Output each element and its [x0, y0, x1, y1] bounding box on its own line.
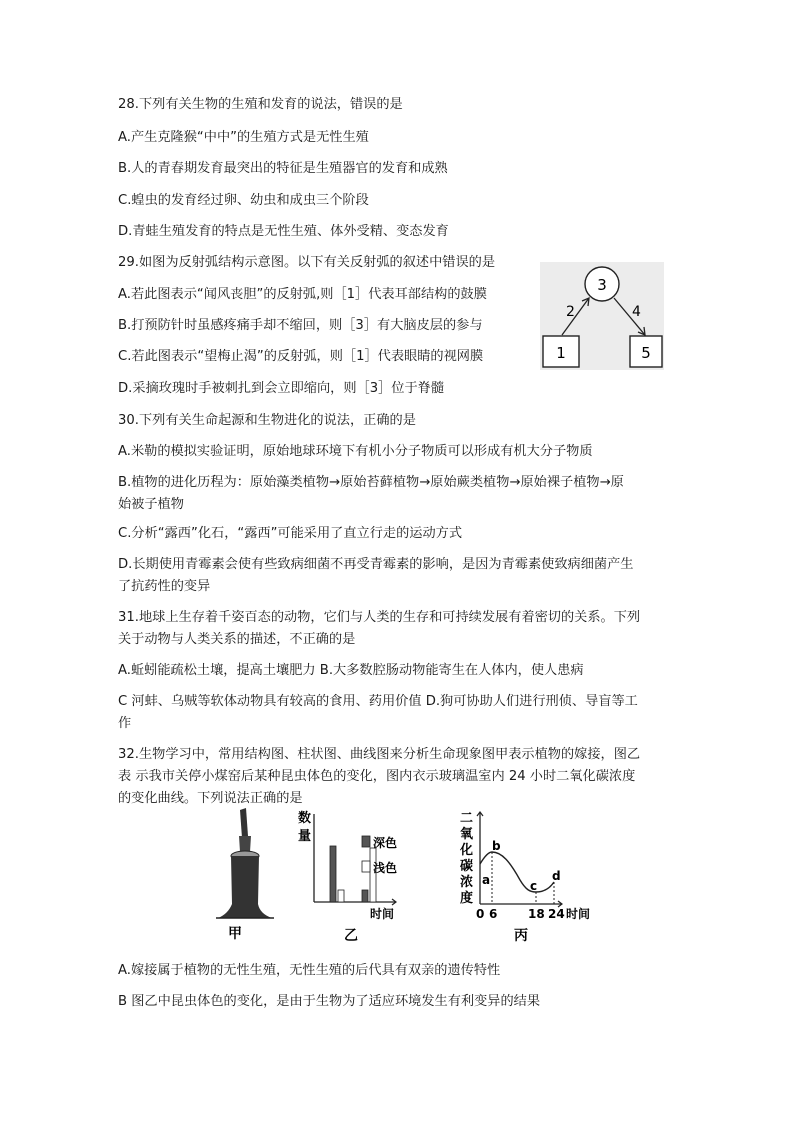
point-a-label: a — [482, 873, 491, 887]
q32-option-b: B 图乙中昆虫体色的变化，是由于生物为了适应环境发生有利变异的结果 — [118, 994, 541, 1009]
q32-option-a: A.嫁接属于植物的无性生殖，无性生殖的后代具有双亲的遗传特性 — [118, 963, 501, 978]
bing-ylabel-char: 浓 — [460, 875, 474, 890]
bing-ylabel-char: 氧 — [460, 827, 474, 842]
q28-option-b: B.人的青春期发育最突出的特征是生殖器官的发育和成熟 — [118, 161, 448, 176]
q30-option-d-line2: 了抗药性的变异 — [118, 579, 211, 594]
legend-light-label: 浅色 — [373, 861, 398, 875]
scion-icon — [240, 808, 248, 838]
legend-dark-label: 深色 — [373, 836, 398, 850]
q30-option-a: A.米勒的模拟实验证明，原始地球环境下有机小分子物质可以形成有机大分子物质 — [118, 444, 593, 459]
bar-period1-light — [338, 890, 344, 902]
yi-ylabel-1: 数 — [298, 811, 312, 826]
co2-curve-line — [480, 852, 554, 892]
bing-ylabel-char: 碳 — [460, 859, 474, 874]
grafting-figure — [216, 808, 274, 942]
q32-stem-line3: 的变化曲线。下列说法正确的是 — [118, 791, 303, 806]
q28-option-a: A.产生克隆猴“中中”的生殖方式是无性生殖 — [118, 130, 369, 145]
figure-bing-label: 丙 — [514, 928, 528, 944]
q28-stem: 28.下列有关生物的生殖和发育的说法，错误的是 — [118, 97, 403, 112]
point-d-label: d — [552, 869, 561, 883]
node-1-label: 1 — [556, 344, 566, 362]
arrow-2-label: 2 — [566, 304, 575, 320]
bing-ylabel-char: 化 — [460, 843, 474, 858]
q32-stem-line1: 32.生物学习中，常用结构图、柱状图、曲线图来分析生命现象图甲表示植物的嫁接，图乙 — [118, 747, 641, 762]
co2-curve-bing — [459, 811, 590, 944]
tick-18: 18 — [528, 907, 545, 921]
q30-option-b-line1: B.植物的进化历程为：原始藻类植物→原始苔藓植物→原始蕨类植物→原始裸子植物→原 — [118, 475, 624, 490]
figure-yi-label: 乙 — [344, 928, 358, 944]
q29-option-a: A.若此图表示“闻风丧胆”的反射弧,则［1］代表耳部结构的鼓膜 — [118, 287, 487, 302]
graft-joint-icon — [239, 836, 251, 852]
node-5-label: 5 — [641, 344, 651, 362]
legend-light-swatch — [362, 861, 370, 872]
tick-24: 24 — [548, 907, 565, 921]
point-b-label: b — [492, 839, 501, 853]
q30-option-c: C.分析“露西”化石，“露西”可能采用了直立行走的运动方式 — [118, 526, 463, 541]
tick-6: 6 — [489, 907, 498, 921]
q31-stem-line1: 31.地球上生存着千姿百态的动物，它们与人类的生存和可持续发展有着密切的关系。下列 — [118, 610, 641, 625]
bar-chart-yi — [298, 810, 397, 944]
q31-options-cd-line1: C 河蚌、乌贼等软体动物具有较高的食用、药用价值 D.狗可协助人们进行刑侦、导盲等工 — [118, 694, 638, 709]
q29-option-d: D.采摘玫瑰时手被刺扎到会立即缩向，则［3］位于脊髓 — [118, 381, 445, 396]
q29-stem: 29.如图为反射弧结构示意图。以下有关反射弧的叙述中错误的是 — [118, 255, 496, 270]
bing-xlabel: 时间 — [566, 907, 591, 921]
q32-stem-line2: 表 示我市关停小煤窑后某种昆虫体色的变化，图内衣示玻璃温室内 24 小时二氧化碳浓度 — [118, 769, 636, 784]
yi-ylabel-2: 量 — [298, 829, 312, 844]
bing-ylabel-char: 度 — [460, 891, 474, 906]
tick-0: 0 — [476, 907, 485, 921]
node-3-label: 3 — [597, 276, 607, 294]
point-c-label: c — [530, 879, 538, 893]
q31-stem-line2: 关于动物与人类关系的描述，不正确的是 — [118, 632, 356, 647]
arrow-4-label: 4 — [632, 304, 641, 320]
q30-option-d-line1: D.长期使用青霉素会使有些致病细菌不再受青霉素的影响，是因为青霉素使致病细菌产生 — [118, 557, 634, 572]
q31-options-cd-line2: 作 — [118, 716, 132, 731]
q29-option-b: B.打预防针时虽感疼痛手却不缩回，则［3］有大脑皮层的参与 — [118, 318, 483, 333]
bar-period1-dark — [330, 846, 336, 902]
yi-xlabel: 时间 — [370, 907, 395, 921]
bing-ylabel-char: 二 — [460, 811, 474, 826]
stock-trunk-icon — [218, 856, 272, 918]
q29-option-c: C.若此图表示“望梅止渴”的反射弧，则［1］代表眼睛的视网膜 — [118, 349, 484, 364]
q31-options-ab: A.蚯蚓能疏松土壤，提高土壤肥力 B.大多数腔肠动物能寄生在人体内，使人患病 — [118, 663, 584, 678]
bar-period2-dark — [362, 890, 368, 902]
q32-figures — [210, 806, 600, 952]
q28-option-d: D.青蛙生殖发育的特点是无性生殖、体外受精、变态发育 — [118, 224, 449, 239]
legend-dark-swatch — [362, 836, 370, 847]
figure-jia-label: 甲 — [228, 926, 242, 942]
q28-option-c: C.蝗虫的发育经过卵、幼虫和成虫三个阶段 — [118, 193, 369, 208]
q30-stem: 30.下列有关生命起源和生物进化的说法，正确的是 — [118, 413, 416, 428]
q30-option-b-line2: 始被子植物 — [118, 497, 184, 512]
reflex-arc-figure — [540, 262, 664, 370]
bar-period2-light — [370, 848, 376, 902]
